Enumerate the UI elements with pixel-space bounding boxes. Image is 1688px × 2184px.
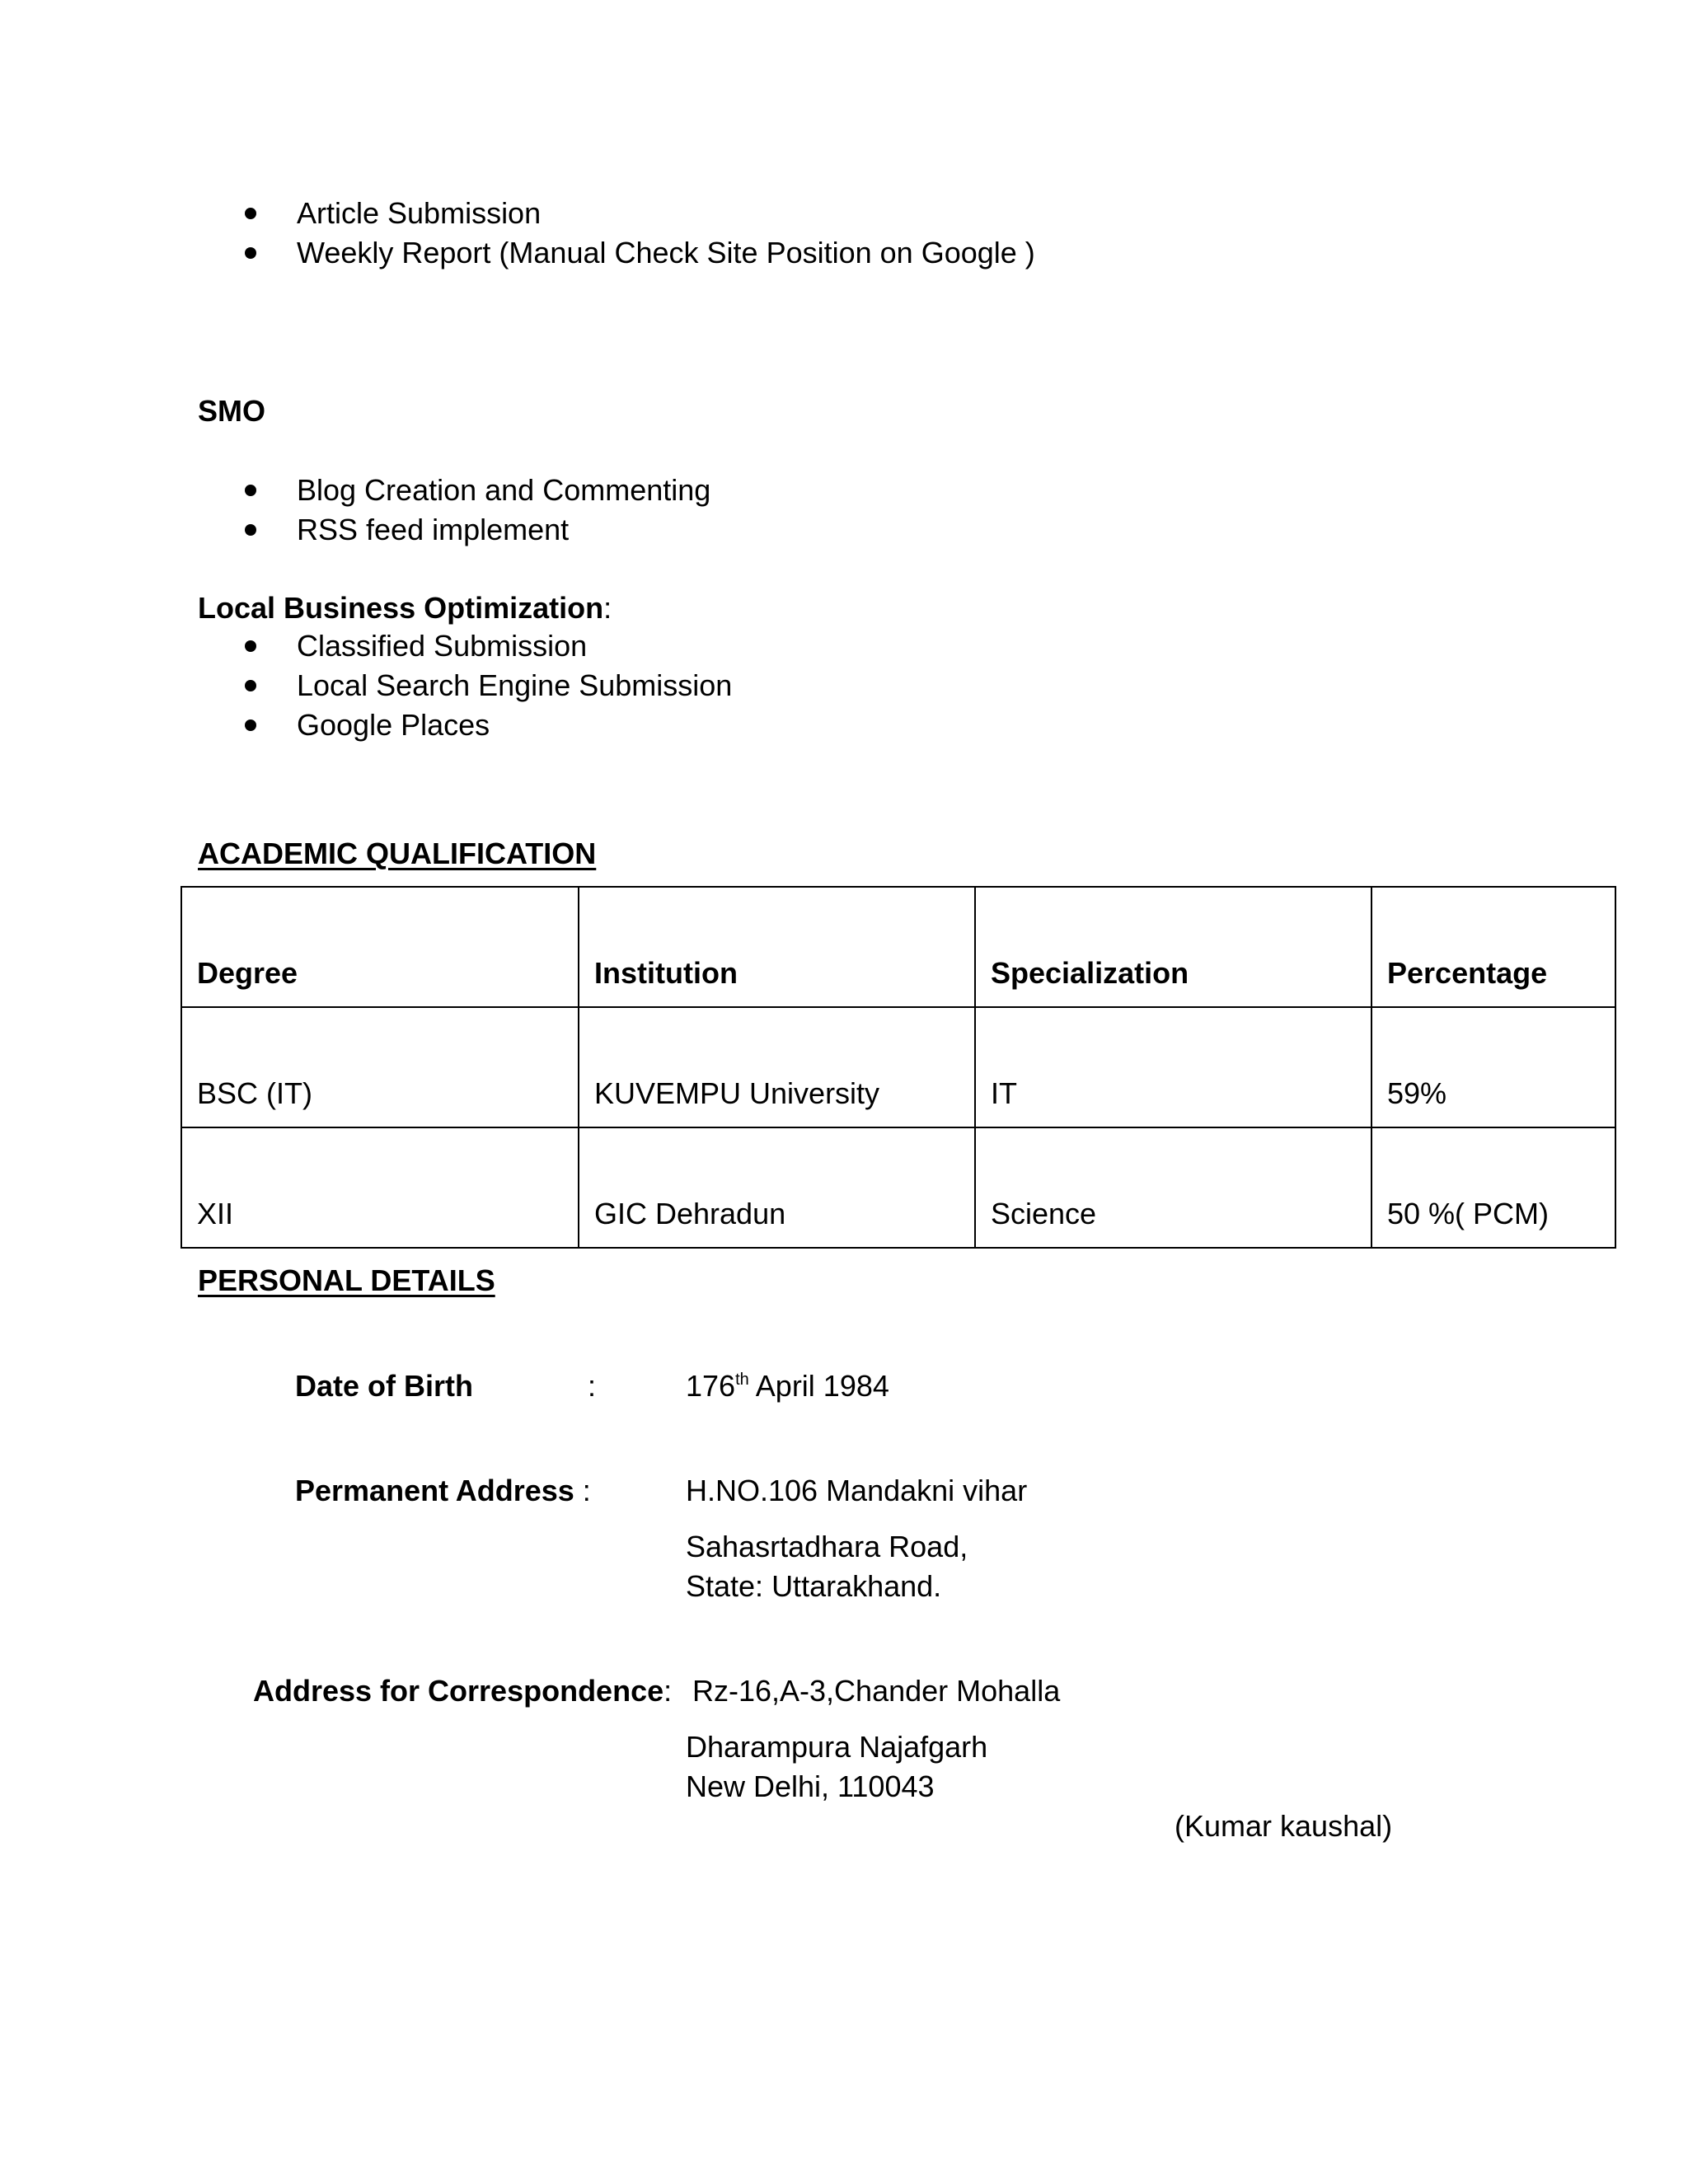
smo-heading: SMO — [198, 394, 266, 428]
local-business-bullet-list — [198, 626, 732, 745]
table-row — [181, 1127, 1615, 1248]
list-item — [198, 471, 710, 510]
table-row — [181, 1007, 1615, 1127]
list-item — [198, 510, 710, 550]
table-cell: XII — [181, 1127, 579, 1248]
list-item — [198, 705, 732, 745]
table-cell: 59% — [1372, 1007, 1615, 1127]
correspondence-address-line: New Delhi, 110043 — [686, 1769, 935, 1803]
list-item — [198, 626, 732, 666]
correspondence-address-colon: : — [663, 1674, 673, 1708]
academic-heading: ACADEMIC QUALIFICATION — [198, 837, 597, 870]
permanent-address-line: H.NO.106 Mandakni vihar — [686, 1474, 1028, 1507]
table-header-row — [181, 887, 1615, 1007]
permanent-address-line: Sahasrtadhara Road, — [686, 1530, 968, 1563]
list-item-text: Classified Submission — [297, 629, 588, 663]
bullet-icon — [245, 680, 256, 691]
list-item-text: RSS feed implement — [297, 513, 570, 546]
permanent-address-label-text: Permanent Address — [295, 1474, 574, 1507]
signature-name: (Kumar kaushal) — [1175, 1809, 1393, 1843]
bullet-icon — [245, 524, 256, 536]
personal-heading: PERSONAL DETAILS — [198, 1263, 495, 1297]
local-business-colon: : — [603, 591, 612, 625]
dob-day: 176 — [686, 1369, 736, 1403]
list-item-text: Weekly Report (Manual Check Site Position on Google ) — [297, 236, 1035, 269]
list-item — [198, 233, 1035, 273]
local-business-heading — [198, 593, 612, 623]
permanent-address-line: State: Uttarakhand. — [686, 1569, 942, 1603]
list-item-text: Google Places — [297, 708, 490, 742]
header-percentage: Percentage — [1372, 887, 1615, 1007]
dob-rest: April 1984 — [748, 1369, 889, 1403]
bullet-icon — [245, 247, 256, 259]
list-item — [198, 666, 732, 705]
smo-bullet-list — [198, 471, 710, 550]
table-cell: IT — [975, 1007, 1372, 1127]
table-cell: KUVEMPU University — [579, 1007, 975, 1127]
header-institution: Institution — [579, 887, 975, 1007]
academic-table — [181, 886, 1616, 1249]
correspondence-address-label — [253, 1676, 672, 1706]
bullet-icon — [245, 719, 256, 731]
permanent-address-colon: : — [574, 1474, 591, 1507]
table-cell: Science — [975, 1127, 1372, 1248]
correspondence-address-line: Rz-16,A-3,Chander Mohalla — [692, 1674, 1061, 1708]
table-cell: BSC (IT) — [181, 1007, 579, 1127]
correspondence-address-line: Dharampura Najafgarh — [686, 1730, 988, 1764]
dob-label: Date of Birth — [295, 1369, 473, 1403]
bullet-icon — [245, 485, 256, 496]
list-item-text: Blog Creation and Commenting — [297, 473, 711, 507]
table-cell: 50 %( PCM) — [1372, 1127, 1615, 1248]
dob-colon: : — [588, 1369, 597, 1403]
table-cell: GIC Dehradun — [579, 1127, 975, 1248]
dob-value — [686, 1371, 889, 1401]
header-degree: Degree — [181, 887, 579, 1007]
list-item — [198, 194, 1035, 233]
list-item-text: Local Search Engine Submission — [297, 668, 733, 702]
header-specialization: Specialization — [975, 887, 1372, 1007]
correspondence-address-label-text: Address for Correspondence — [253, 1674, 664, 1708]
bullet-icon — [245, 640, 256, 652]
top-bullet-list — [198, 194, 1035, 273]
permanent-address-label — [295, 1476, 591, 1506]
dob-suffix: th — [735, 1371, 749, 1389]
bullet-icon — [245, 208, 256, 219]
local-business-heading-text: Local Business Optimization — [198, 591, 604, 625]
list-item-text: Article Submission — [297, 196, 542, 230]
